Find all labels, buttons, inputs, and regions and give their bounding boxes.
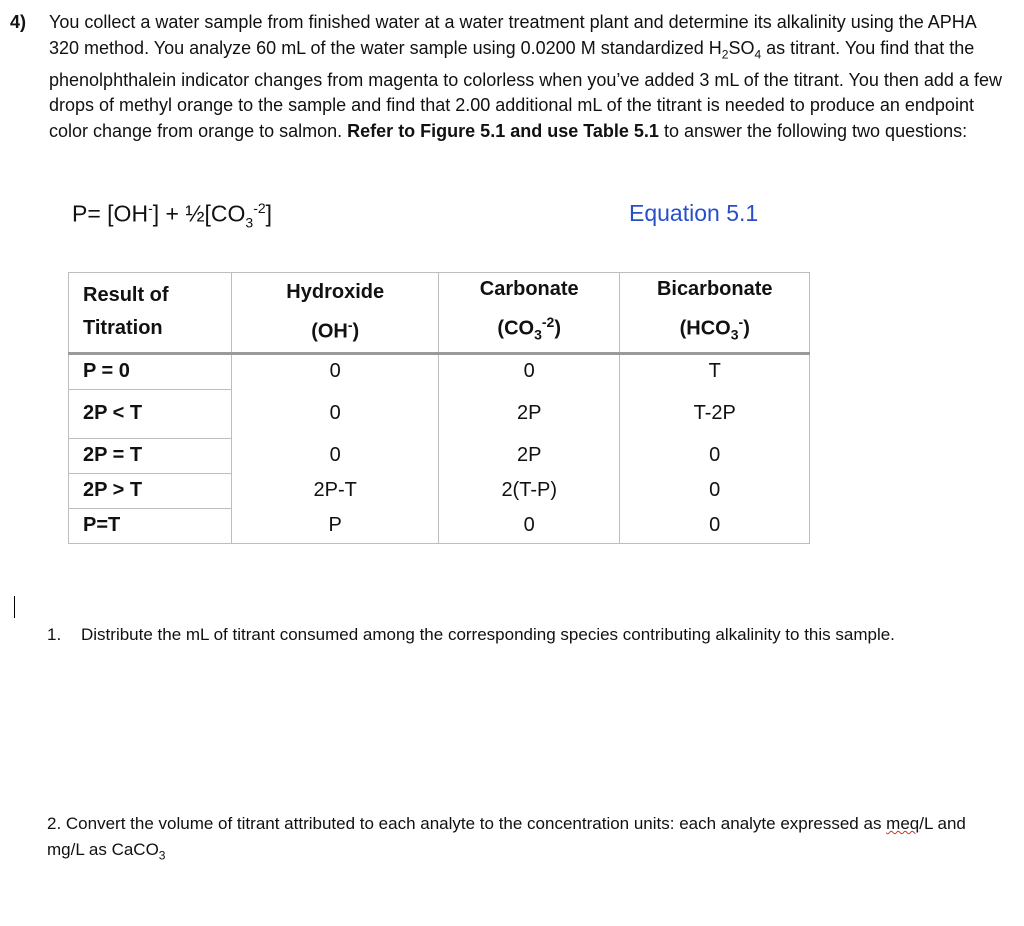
cell-result: 2P = T: [69, 438, 232, 473]
cell-bicarbonate: 0: [620, 473, 810, 508]
cell-result: 2P > T: [69, 473, 232, 508]
cell-hydroxide: 0: [232, 353, 439, 389]
table-row: [69, 438, 810, 473]
cell-result: P=T: [69, 508, 232, 543]
equation-row: [72, 200, 792, 234]
cell-hydroxide: P: [232, 508, 439, 543]
alkalinity-table: [68, 272, 810, 544]
equation-formula: $P= [OH^-] + \frac{1}{2}[CO_3^{-2}]$: [72, 200, 273, 231]
cell-result: P = 0: [69, 353, 232, 389]
sub-question-2: 2. Convert the volume of titrant attributed to each analyte to the concentration units: each analyte expressed as meq/L and mg/L as CaCO$_3$: [47, 814, 966, 863]
table-header-row: [69, 273, 810, 354]
table-row: [69, 353, 810, 389]
cell-bicarbonate: 0: [620, 508, 810, 543]
spellcheck-word: meq: [886, 814, 920, 833]
cell-bicarbonate: T-2P: [620, 389, 810, 438]
question-4: [10, 10, 1010, 144]
table-row: [69, 389, 810, 438]
table-row: [69, 508, 810, 543]
cell-carbonate: 0: [438, 353, 619, 389]
sub-question-1-text: Distribute the mL of titrant consumed among the corresponding species contributing alkalinity to this sample.: [81, 625, 895, 644]
table-row: [69, 473, 810, 508]
question-bold-reference: Refer to Figure 5.1 and use Table 5.1: [347, 120, 659, 141]
cell-carbonate: 2(T-P): [438, 473, 619, 508]
equation-label: Equation 5.1: [629, 200, 759, 226]
header-hydroxide: Hydroxide (OH-): [232, 273, 439, 354]
cell-carbonate: 0: [438, 508, 619, 543]
cell-carbonate: 2P: [438, 438, 619, 473]
cell-hydroxide: 0: [232, 389, 439, 438]
header-carbonate: Carbonate $(CO_3^{-2})$: [438, 273, 619, 354]
cell-bicarbonate: 0: [620, 438, 810, 473]
header-bicarbonate: Bicarbonate $(HCO_3^-)$: [620, 273, 810, 354]
sub-question-1: [47, 622, 947, 648]
sub-question-1-number: 1.: [47, 625, 62, 644]
cell-carbonate: 2P: [438, 389, 619, 438]
cell-result: 2P < T: [69, 389, 232, 438]
question-text: You collect a water sample from finished water at a water treatment plant and determine its alkalinity using the APHA 320 method. You analyze 60 mL of the water sample using 0.0200 M standardized $H_2SO_4$ as titrant. You find that the phenolphthalein indicator changes from magenta to colorless when you’ve added 3 mL of the titrant. You then add a few drops of methyl orange to the sample and find that 2.00 additional mL of the titrant is needed to produce an endpoint color change from orange to salmon. Refer to Figure 5.1 and use Table 5.1 to answer the following two questions:: [49, 12, 1002, 141]
cell-hydroxide: 0: [232, 438, 439, 473]
cell-bicarbonate: T: [620, 353, 810, 389]
header-result: Result of Titration: [69, 273, 232, 354]
text-cursor: [14, 596, 15, 618]
question-number: 4): [10, 12, 27, 32]
cell-hydroxide: 2P-T: [232, 473, 439, 508]
